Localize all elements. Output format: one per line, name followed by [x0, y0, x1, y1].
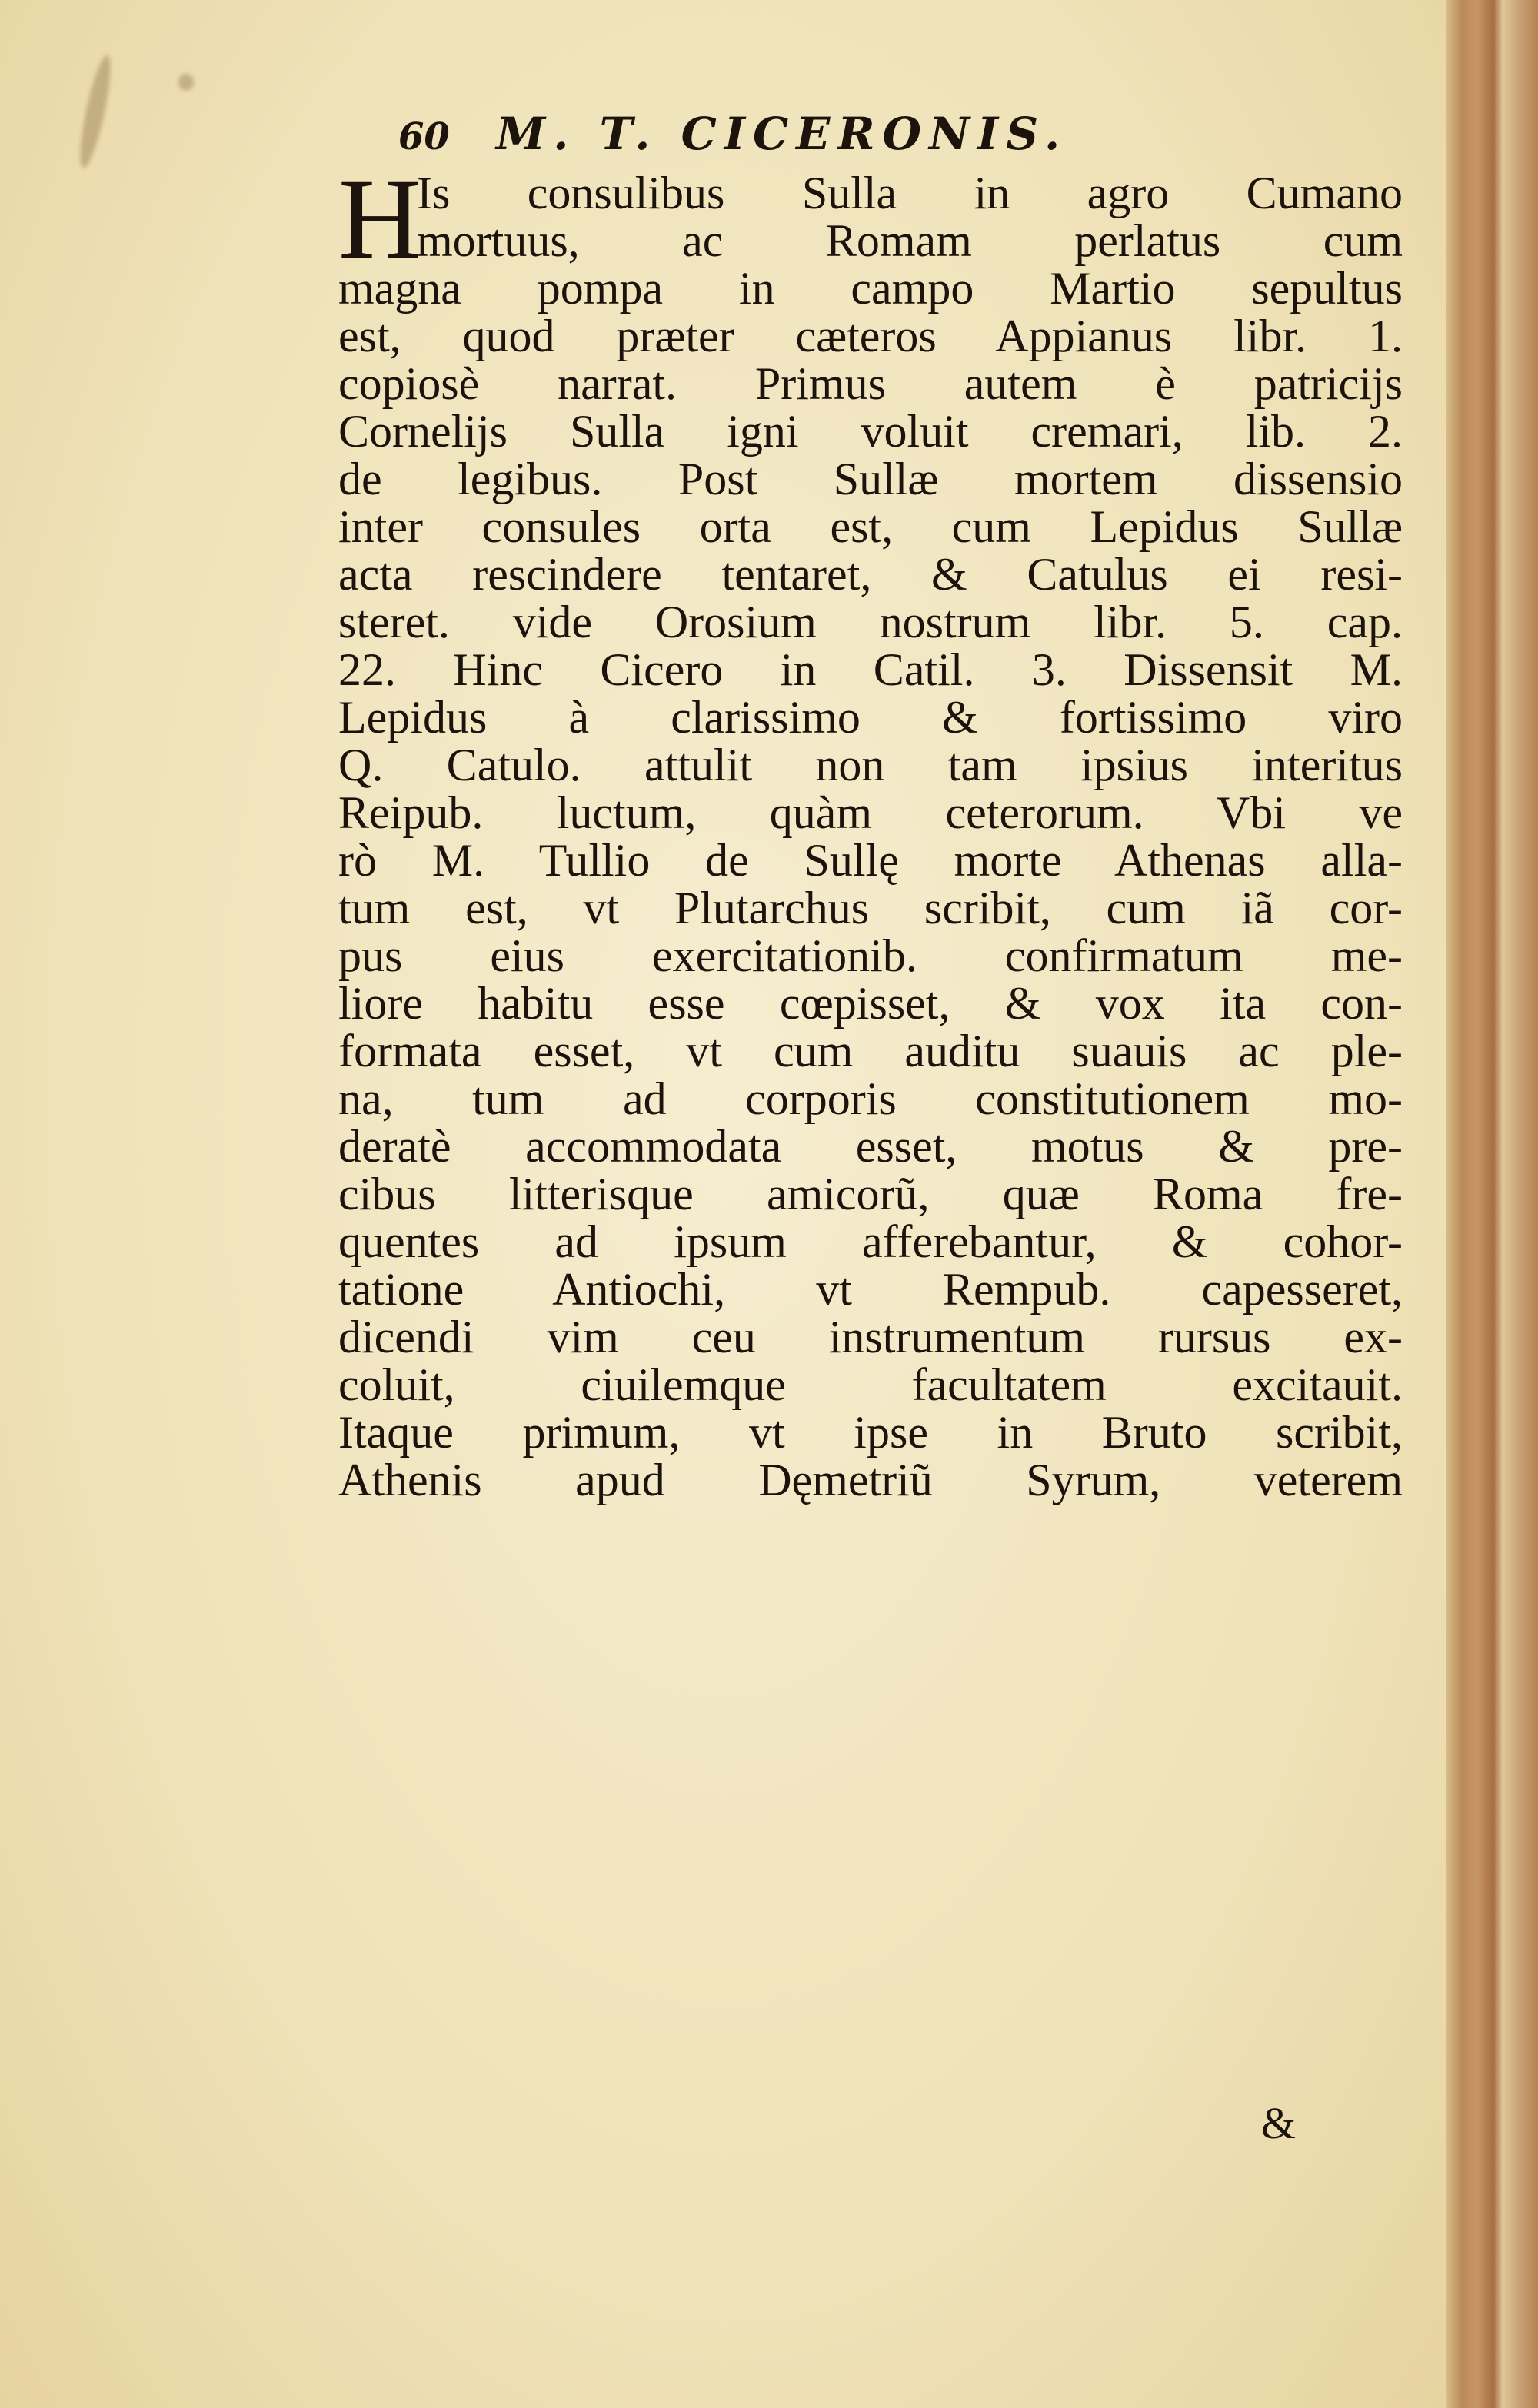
- text-line: mortuus, ac Romam perlatus cum: [417, 215, 1403, 266]
- text-line: dicendi vim ceu instrumentum rursus ex-: [338, 1312, 1403, 1362]
- drop-cap: H: [338, 155, 422, 283]
- text-line: tatione Antiochi, vt Rempub. capesseret,: [338, 1264, 1403, 1315]
- ink-smudge: [75, 53, 117, 170]
- text-line: est, quod præter cæteros Appianus libr. 1.: [338, 311, 1403, 361]
- text-line: 22. Hinc Cicero in Catil. 3. Dissensit M.: [338, 644, 1403, 695]
- text-line: liore habitu esse cœpisset, & vox ita con-: [338, 978, 1403, 1029]
- text-line: Reipub. luctum, quàm ceterorum. Vbi ve: [338, 787, 1403, 838]
- main-text: [338, 155, 1403, 1505]
- page-number: 60: [398, 115, 450, 158]
- text-line: inter consules orta est, cum Lepidus Sullæ: [338, 501, 1403, 552]
- text-line: na, tum ad corporis constitutionem mo-: [338, 1073, 1403, 1124]
- text-line: quentes ad ipsum afferebantur, & cohor-: [338, 1216, 1403, 1267]
- header-title: M. T. CICERONIS.: [496, 108, 1068, 160]
- text-line: deratè accommodata esset, motus & pre-: [338, 1121, 1403, 1172]
- text-line: pus eius exercitationib. confirmatum me-: [338, 930, 1403, 981]
- text-line: Athenis apud Dęmetriũ Syrum, veterem: [338, 1455, 1403, 1505]
- text-line: tum est, vt Plutarchus scribit, cum iã cor-: [338, 883, 1403, 933]
- page-edge: [1446, 0, 1538, 2408]
- text-line: steret. vide Orosium nostrum libr. 5. cap.: [338, 597, 1403, 647]
- text-line: Is consulibus Sulla in agro Cumano: [417, 168, 1403, 218]
- text-line: copiosè narrat. Primus autem è patricijs: [338, 358, 1403, 409]
- text-line: Q. Catulo. attulit non tam ipsius interitus: [338, 740, 1403, 790]
- text-line: Cornelijs Sulla igni voluit cremari, lib. 2.: [338, 406, 1403, 457]
- text-line: magna pompa in campo Martio sepultus: [338, 263, 1403, 314]
- catchword: &: [1260, 2098, 1296, 2148]
- text-line: acta rescindere tentaret, & Catulus ei resi-: [338, 549, 1403, 600]
- running-header: [398, 108, 1067, 160]
- ink-smudge: [178, 74, 194, 91]
- text-line: formata esset, vt cum auditu suauis ac ple-: [338, 1026, 1403, 1076]
- text-line: rò M. Tullio de Sullę morte Athenas alla-: [338, 835, 1403, 886]
- text-line: de legibus. Post Sullæ mortem dissensio: [338, 454, 1403, 504]
- text-line: coluit, ciuilemque facultatem excitauit.: [338, 1359, 1403, 1410]
- text-line: Lepidus à clarissimo & fortissimo viro: [338, 692, 1403, 743]
- text-line: cibus litterisque amicorũ, quæ Roma fre-: [338, 1169, 1403, 1219]
- text-line: Itaque primum, vt ipse in Bruto scribit,: [338, 1407, 1403, 1458]
